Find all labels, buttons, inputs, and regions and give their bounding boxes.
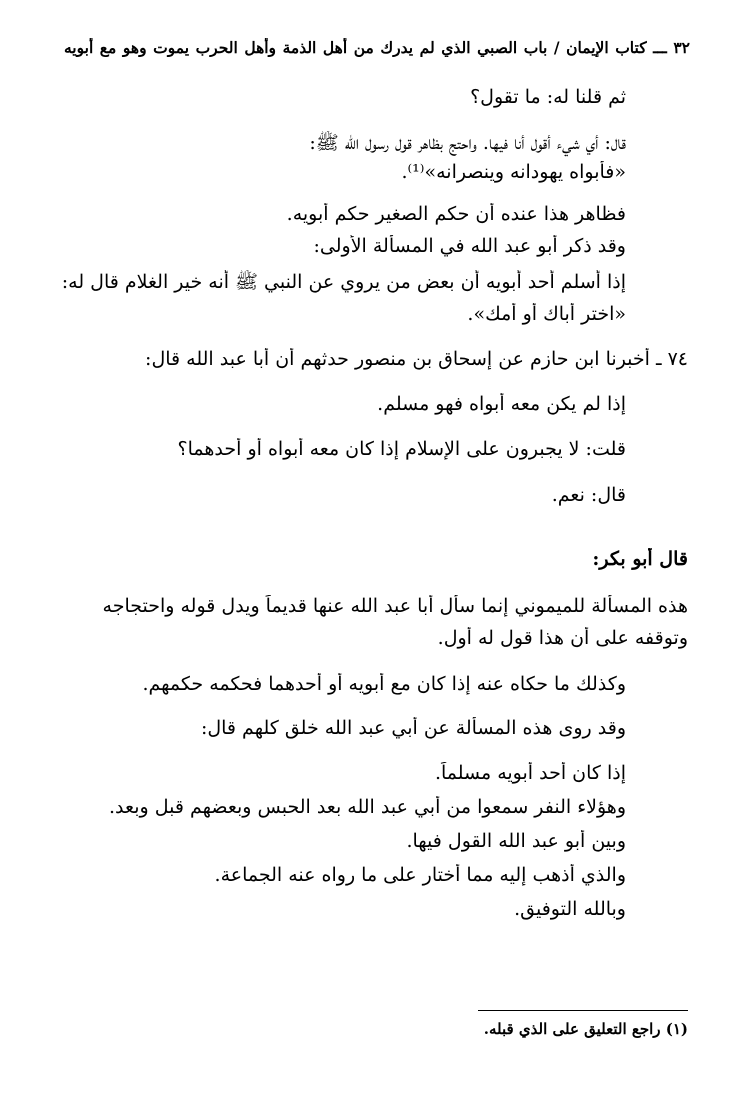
- section-heading: قال أبو بكر:: [592, 548, 688, 570]
- text-line-3: «فأبواه يهودانه وينصرانه»⁽¹⁾.: [401, 161, 626, 183]
- text-line-2: قال: أي شيء أقول أنا فيها. واحتج بظاهر قول رسول الله ﷺ:: [309, 132, 626, 154]
- text-line-16: وقد روى هذه المسألة عن أبي عبد الله خلق كلهم قال:: [200, 717, 626, 739]
- text-line-9: إذا لم يكن معه أبواه فهو مسلم.: [377, 393, 626, 415]
- text-line-15: وكذلك ما حكاه عنه إذا كان مع أبويه أو أحدهما فحكمه حكمهم.: [142, 673, 626, 695]
- text-line-13: هذه المسألة للميموني إنما سأل أبا عبد الله عنها قديماً ويدل قوله واحتجاجه: [102, 595, 688, 617]
- text-line-21: وبالله التوفيق.: [514, 898, 626, 920]
- footnote: (١) راجع التعليق على الذي قبله.: [483, 1020, 688, 1038]
- text-line-6: إذا أسلم أحد أبويه أن بعض من يروي عن النبي ﷺ أنه خير الغلام قال له:: [61, 271, 626, 293]
- text-line-10: قلت: لا يجبرون على الإسلام إذا كان معه أبواه أو أحدهما؟: [177, 438, 626, 460]
- text-line-20: والذي أذهب إليه مما أختار على ما رواه عنه الجماعة.: [214, 864, 626, 886]
- text-line-11: قال: نعم.: [551, 484, 626, 506]
- text-line-7: «اختر أباك أو أمك».: [467, 303, 626, 325]
- text-line-4: فظاهر هذا عنده أن حكم الصغير حكم أبويه.: [286, 203, 626, 225]
- text-line-14: وتوقفه على أن هذا قول له أول.: [437, 627, 688, 649]
- text-line-19: وبين أبو عبد الله القول فيها.: [406, 830, 626, 852]
- footnote-divider: [478, 1010, 688, 1011]
- text-line-5: وقد ذكر أبو عبد الله في المسألة الأولى:: [313, 235, 626, 257]
- hadith-74-line: ٧٤ ـ أخبرنا ابن حازم عن إسحاق بن منصور حدثهم أن أبا عبد الله قال:: [145, 348, 688, 370]
- running-header: ٣٢ ـــ كتاب الإيمان / باب الصبي الذي لم يدرك من أهل الذمة وأهل الحرب يموت وهو مع أبويه: [64, 38, 690, 57]
- text-line-17: إذا كان أحد أبويه مسلماً.: [434, 762, 626, 784]
- text-line-18: وهؤلاء النفر سمعوا من أبي عبد الله بعد الحبس وبعضهم قبل وبعد.: [109, 796, 626, 818]
- text-line-1: ثم قلنا له: ما تقول؟: [470, 86, 626, 108]
